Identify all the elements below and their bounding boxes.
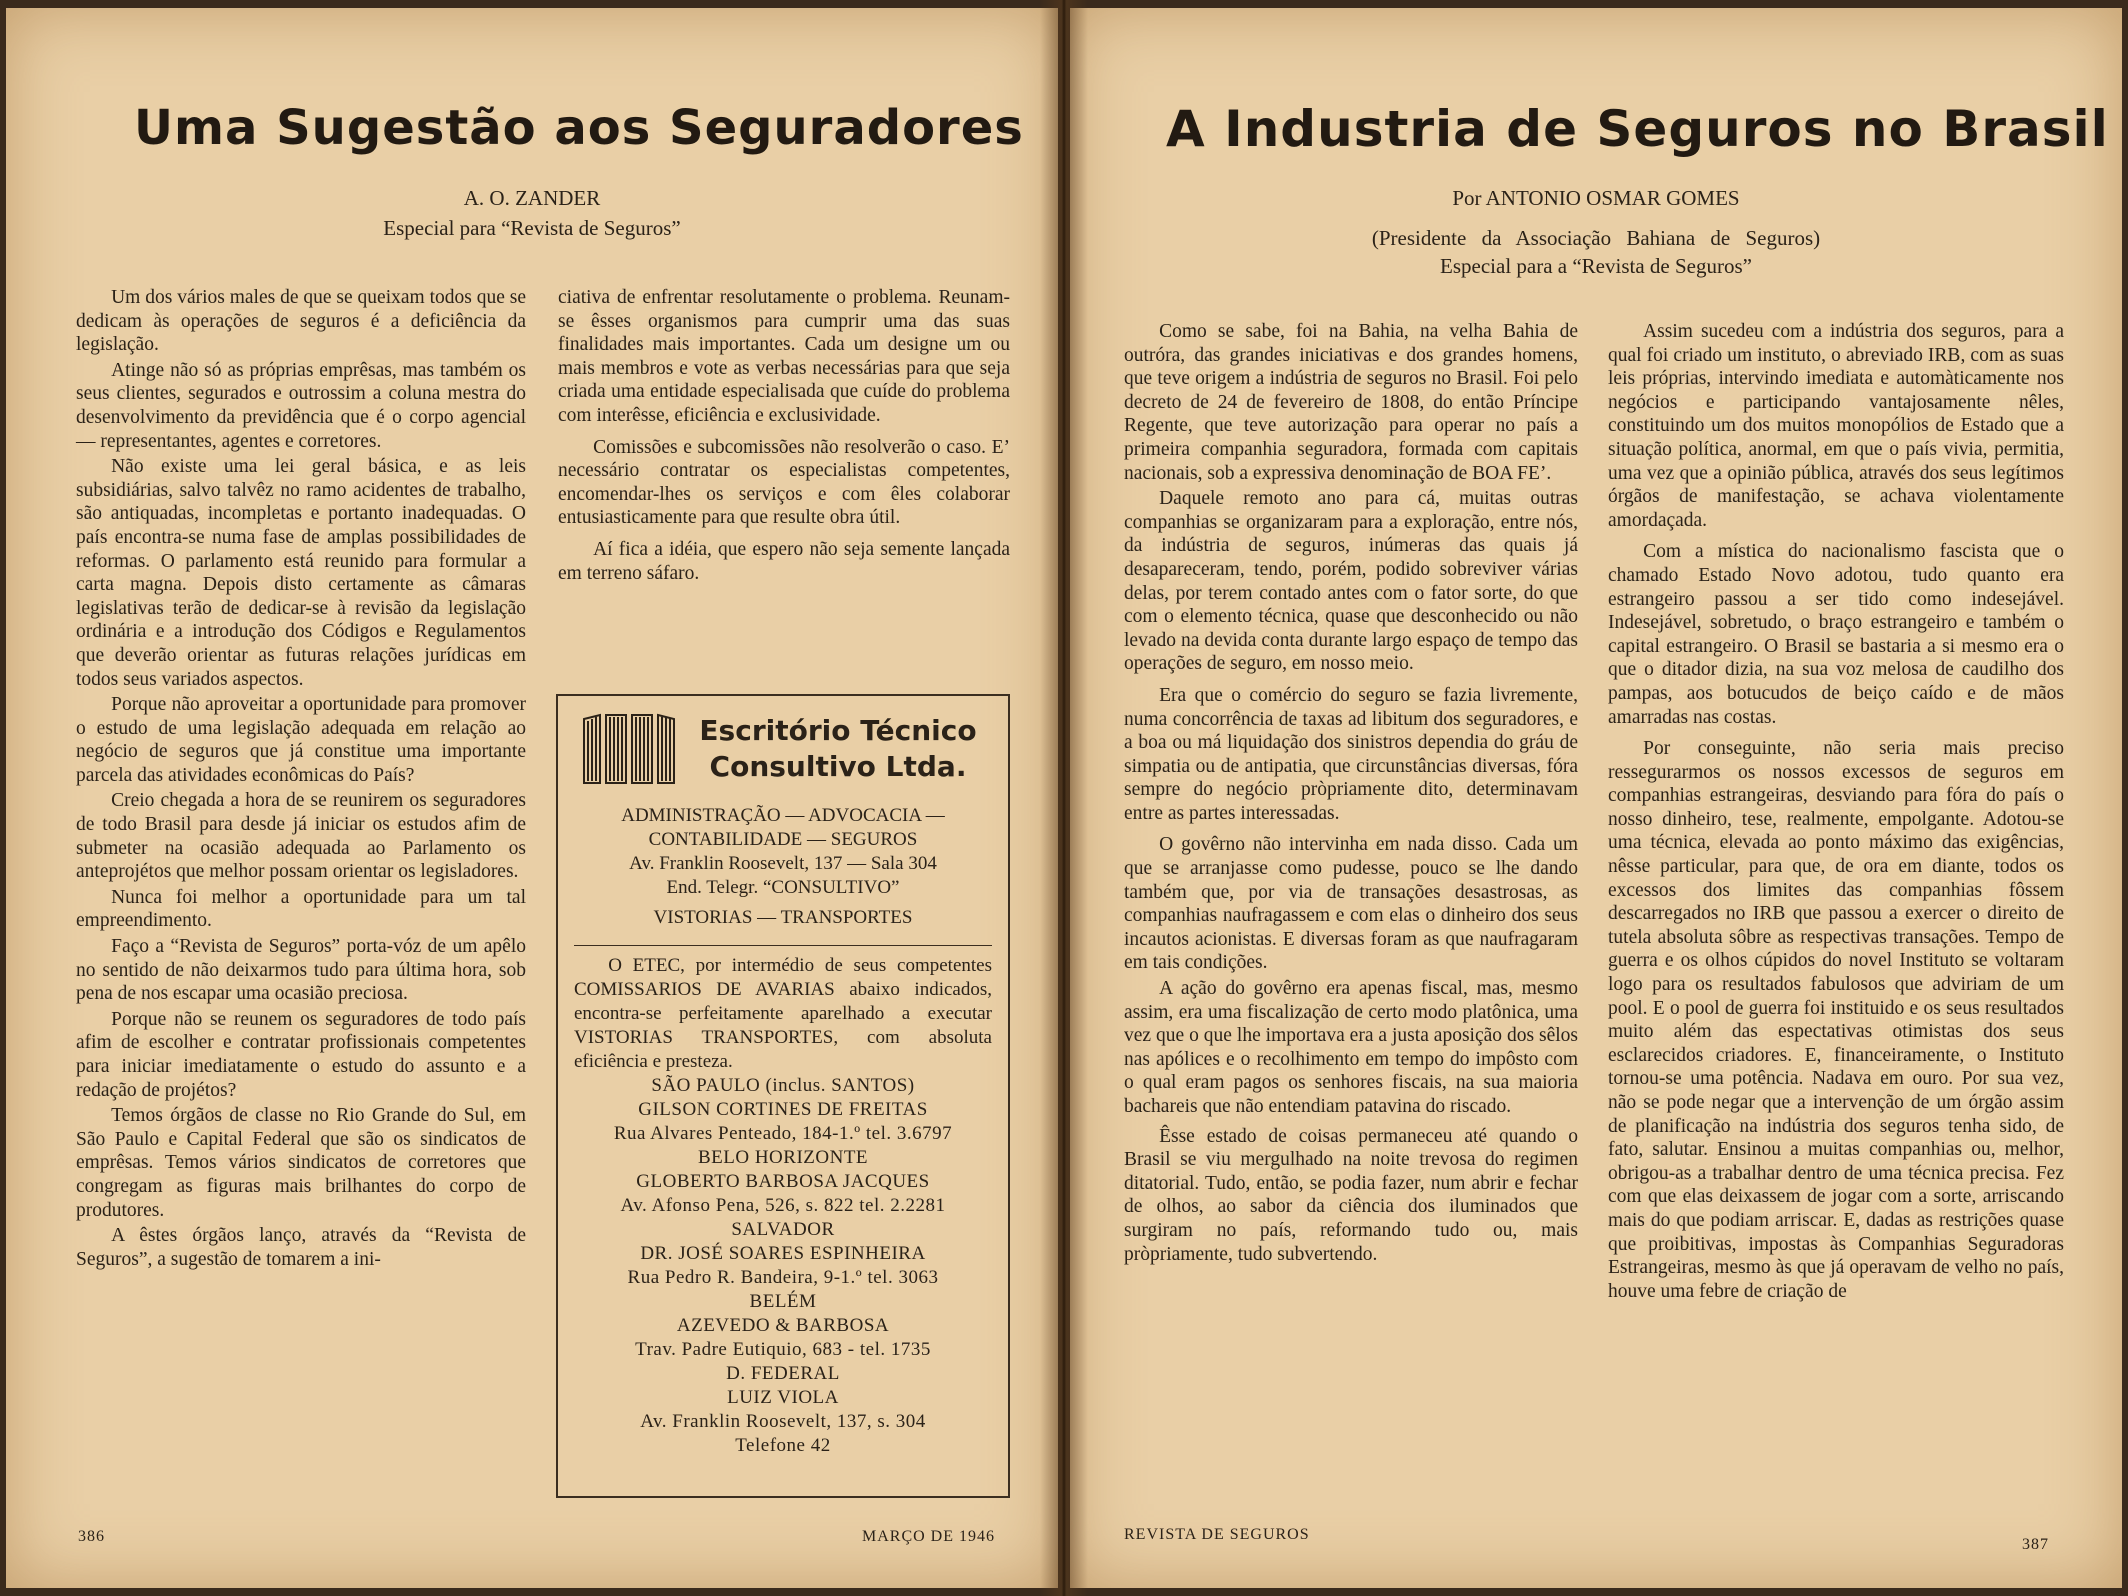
right-page xyxy=(1070,8,2122,1588)
ad-office-city: BELO HORIZONTE xyxy=(697,1147,869,1168)
left-page-number: 386 xyxy=(78,1528,105,1545)
ad-services: ADMINISTRAÇÃO — ADVOCACIA — xyxy=(621,805,945,826)
paragraph: Era que o comércio do seguro se fazia livremente, numa concorrência de taxas ad libitum dos seguradores, e a boa ou má liquidação dos sinistros dependia do gráu de simpatia ou de antipatia, que circunstâncias diversas, fóra sempre do negócio pròpriamente dito, determinavam entre as partes interessadas. xyxy=(1124,684,1578,824)
ad-office-name: DR. JOSÉ SOARES ESPINHEIRA xyxy=(640,1243,926,1264)
left-column-2 xyxy=(558,286,1010,585)
paragraph: A êstes órgãos lanço, através da “Revista de Seguros”, a sugestão de tomarem a ini- xyxy=(76,1225,526,1270)
left-article-author: A. O. ZANDER xyxy=(463,186,601,210)
paragraph: Atinge não só as próprias emprêsas, mas também os seus clientes, segurados e outrossim a coluna mestra do desenvolvimento da previdência que é o corpo agencial — representantes, agentes e corretores. xyxy=(76,359,526,452)
etec-advertisement xyxy=(556,694,1010,1498)
etec-logo-icon xyxy=(578,709,678,789)
ad-office-city: SÃO PAULO (inclus. SANTOS) xyxy=(651,1075,915,1096)
ad-office-city: D. FEDERAL xyxy=(726,1363,840,1384)
ad-office-name: GLOBERTO BARBOSA JACQUES xyxy=(636,1171,930,1192)
ad-services: CONTABILIDADE — SEGUROS xyxy=(648,829,918,850)
right-article-author: Por ANTONIO OSMAR GOMES xyxy=(1452,186,1740,210)
right-article-title: A Industria de Seguros no Brasil xyxy=(1166,100,2109,158)
paragraph: Não existe uma lei geral básica, e as leis subsidiárias, salvo talvêz no ramo acidentes de trabalho, são antiquadas, incompletas e portanto inadequadas. O país encontra-se numa fase de amplas possibilidades de reformas. O parlamento está reunido para formular a carta magna. Depois disto certamente as câmaras legislativas terão de dedicar-se à revisão da legislação ordinária e a introdução dos Códigos e Regulamentos que deverão orientar as futuras relações jurídicas em todos seus variados aspectos. xyxy=(76,456,526,690)
paragraph: Por conseguinte, não seria mais preciso ressegurarmos os nossos excessos de seguros em companhias estrangeiras, desviando para fóra do país o nosso dinheiro, tese, realmente, empolgante. Adotou-se uma técnica, elevada ao ponto máximo das exigências, nêsse particular, para que, de ora em diante, todos os excessos dos limites das companhias fôssem descarregados no IRB que passou a exercer o direito de tutela absoluta sôbre as respectivas transações. Tempo de guerra e os olhos cúpidos do novel Instituto se voltaram logo para os resultados fabulosos que adviriam de um pool. E o pool de guerra foi instituido e os seus resultados muito além das espectativas otimistas dos seus esclarecidos criadores. E, financeiramente, o Instituto tornou-se uma potência. Nadava em ouro. Por sua vez, não se pode negar que a intervenção de um órgão assim de planificação na indústria dos seguros tenha sido, de fato, salutar. Ensinou a muitas companhias ou, melhor, obrigou-as a trabalhar dentro de uma técnica precisa. Fez com que elas deixassem de jogar com a sorte, arriscando mais do que podiam arriscar. E, dadas as restrições quase que proibitivas, impostas às Companhias Seguradoras Estrangeiras, mesmo às que já operavam de velho no país, houve uma febre de criação de xyxy=(1608,738,2064,1302)
ad-office-city: BELÉM xyxy=(749,1291,817,1312)
ad-office-address: Av. Franklin Roosevelt, 137, s. 304 xyxy=(640,1411,926,1432)
ad-office-city: SALVADOR xyxy=(731,1219,835,1240)
ad-telegram: End. Telegr. “CONSULTIVO” xyxy=(666,877,900,898)
paragraph: Daquele remoto ano para cá, muitas outras companhias se organizaram para a exploração, entre nós, da indústria de seguros, inúmeras das quais já desapareceram, tendo, porém, podido sobreviver várias delas, por terem contado antes com o fator sorte, do que com o elemento técnica, quase que desconhecido ou não levado na devida conta durante largo espaço de tempo das operações de seguro, em nosso meio. xyxy=(1124,488,1578,675)
ad-services: VISTORIAS — TRANSPORTES xyxy=(653,907,913,928)
ad-office-name: AZEVEDO & BARBOSA xyxy=(676,1315,890,1336)
ad-company-name xyxy=(678,713,998,785)
left-page xyxy=(6,8,1058,1588)
paragraph: Assim sucedeu com a indústria dos seguros, para a qual foi criado um instituto, o abreviado IRB, com as suas leis próprias, intervindo imediata e automàticamente nos negócios e participando vantajosamente nêles, constituindo um dos muitos monopólios de Estado que a situação política, anormal, em que o país vivia, permitia, uma vez que a opinião pública, através dos seus legítimos órgãos de manifestação, se achava violentamente amordaçada. xyxy=(1608,321,2064,531)
left-article-subtitle: Especial para “Revista de Seguros” xyxy=(383,216,681,240)
paragraph: Êsse estado de coisas permaneceu até quando o Brasil se viu mergulhado na noite trevosa do regimen ditatorial. Tudo, então, se podia fazer, num abrir e fechar de olhos, ao sabor da ciência dos iluminados que surgiram no país, reformando tudo ou, mais pròpriamente, tudo subvertendo. xyxy=(1124,1125,1578,1265)
right-footer-title: REVISTA DE SEGUROS xyxy=(1124,1526,1310,1543)
right-page-number: 387 xyxy=(2022,1536,2049,1553)
paragraph: ciativa de enfrentar resolutamente o problema. Reunam-se êsses organismos para cumprir uma das suas finalidades mais importantes. Cada um designe um ou mais membros e vote as verbas necessárias para que seja criada uma entidade especialisada que cuíde do problema com interêsse, eficiência e exclusividade. xyxy=(558,287,1010,426)
left-footer-date: MARÇO DE 1946 xyxy=(862,1528,996,1545)
ad-office-address: Rua Alvares Penteado, 184-1.º tel. 3.6797 xyxy=(613,1123,953,1144)
ad-description: O ETEC, por intermédio de seus competentes COMISSARIOS DE AVARIAS abaixo indicados, encontra-se perfeitamente aparelhado a executar VISTORIAS TRANSPORTES, com absoluta eficiência e presteza. xyxy=(574,955,992,1072)
paragraph: Aí fica a idéia, que espero não seja semente lançada em terreno sáfaro. xyxy=(558,538,1010,584)
left-column-1 xyxy=(76,286,526,1271)
paragraph: Faço a “Revista de Seguros” porta-vóz de um apêlo no sentido de não deixarmos tudo para última hora, sob pena de nos escapar uma ocasião preciosa. xyxy=(76,936,526,1005)
paragraph: Um dos vários males de que se queixam todos que se dedicam às operações de seguros é a deficiência da legislação. xyxy=(76,287,526,356)
ad-address: Av. Franklin Roosevelt, 137 — Sala 304 xyxy=(629,853,937,874)
ad-office-name: GILSON CORTINES DE FREITAS xyxy=(638,1099,928,1120)
paragraph: Com a mística do nacionalismo fascista que o chamado Estado Novo adotou, tudo quanto era estrangeiro passou a ser tido como indesejável. Indesejável, sobretudo, o braço estrangeiro e também o capital estrangeiro. O Brasil se bastaria a si mesmo era o que o ditador dizia, na sua voz melosa de caudilho dos pampas, aos botucudos de beiço caído e de mãos amarradas nas costas. xyxy=(1608,541,2064,728)
paragraph: Como se sabe, foi na Bahia, na velha Bahia de outróra, das grandes iniciativas e dos grandes homens, que teve origem a indústria de seguros no Brasil. Foi pelo decreto de 24 de fevereiro de 1808, do então Príncipe Regente, que teve autorização para operar no país a primeira companhia seguradora, formada com capitais nacionais, sob a expressiva denominação de BOA FE’. xyxy=(1124,321,1578,484)
paragraph: Porque não se reunem os seguradores de todo país afim de escolher e contratar profissionais competentes para iniciar imediatamente o estudo do assunto e a redação de projétos? xyxy=(76,1008,526,1101)
ad-header xyxy=(558,696,1008,792)
paragraph: A ação do govêrno era apenas fiscal, mas, mesmo assim, era uma fiscalização de certo modo platônica, uma vez que o que lhe importava era a justa aposição dos sêlos nas apólices e o recolhimento em tempo do impôsto com o qual eram pagos os senhores fiscais, na sua maioria bachareis que não entendiam patavina do riscado. xyxy=(1124,978,1578,1117)
ad-office-address: Rua Pedro R. Bandeira, 9-1.º tel. 3063 xyxy=(627,1267,939,1288)
paragraph: Creio chegada a hora de se reunirem os seguradores de todo Brasil para desde já iniciar os estudos afim de submeter na ocasião adequada ao Parlamento os anteprojétos que melhor possam orientar os legisladores. xyxy=(76,790,526,883)
paragraph: O govêrno não intervinha em nada disso. Cada um que se arranjasse como pudesse, pouco se lhe dando também que, por via de transações desastrosas, as companhias naufragassem e com elas o dinheiro dos seus incautos acionistas. E diversas foram as que naufragaram em tais condições. xyxy=(1124,834,1578,974)
paragraph: Temos órgãos de classe no Rio Grande do Sul, em São Paulo e Capital Federal que são os sindicatos de emprêsas. Temos vários sindicatos de corretores que congregam as figuras mais brilhantes do corpo de produtores. xyxy=(76,1105,526,1221)
paragraph: Comissões e subcomissões não resolverão o caso. E’ necessário contratar os especialistas competentes, encomendar-lhes os serviços e com êles colaborar entusiasticamente para que resulte obra útil. xyxy=(558,436,1010,529)
ad-name-line: Consultivo Ltda. xyxy=(709,750,967,783)
paragraph: Porque não aproveitar a oportunidade para promover o estudo de uma legislação adequada em relação ao negócio de seguros que já constitue uma importante parcela das atividades econômicas do País? xyxy=(76,694,526,786)
right-column-2 xyxy=(1608,320,2064,1303)
ad-divider xyxy=(574,936,992,946)
book-gutter xyxy=(1040,0,1088,1596)
right-article-subtitle: Especial para a “Revista de Seguros” xyxy=(1440,254,1752,278)
ad-office-address: Trav. Padre Eutiquio, 683 - tel. 1735 xyxy=(635,1339,931,1360)
ad-name-line: Escritório Técnico xyxy=(699,714,977,747)
ad-office-address: Av. Afonso Pena, 526, s. 822 tel. 2.2281 xyxy=(620,1195,946,1216)
right-column-1 xyxy=(1124,320,1578,1266)
paragraph: Nunca foi melhor a oportunidade para um tal empreendimento. xyxy=(76,886,526,932)
ad-office-phone: Telefone 42 xyxy=(735,1435,831,1456)
right-article-subtitle: (Presidente da Associação Bahiana de Seguros) xyxy=(1371,226,1821,250)
ad-office-name: LUIZ VIOLA xyxy=(727,1387,839,1408)
left-article-title: Uma Sugestão aos Seguradores xyxy=(134,100,1024,156)
